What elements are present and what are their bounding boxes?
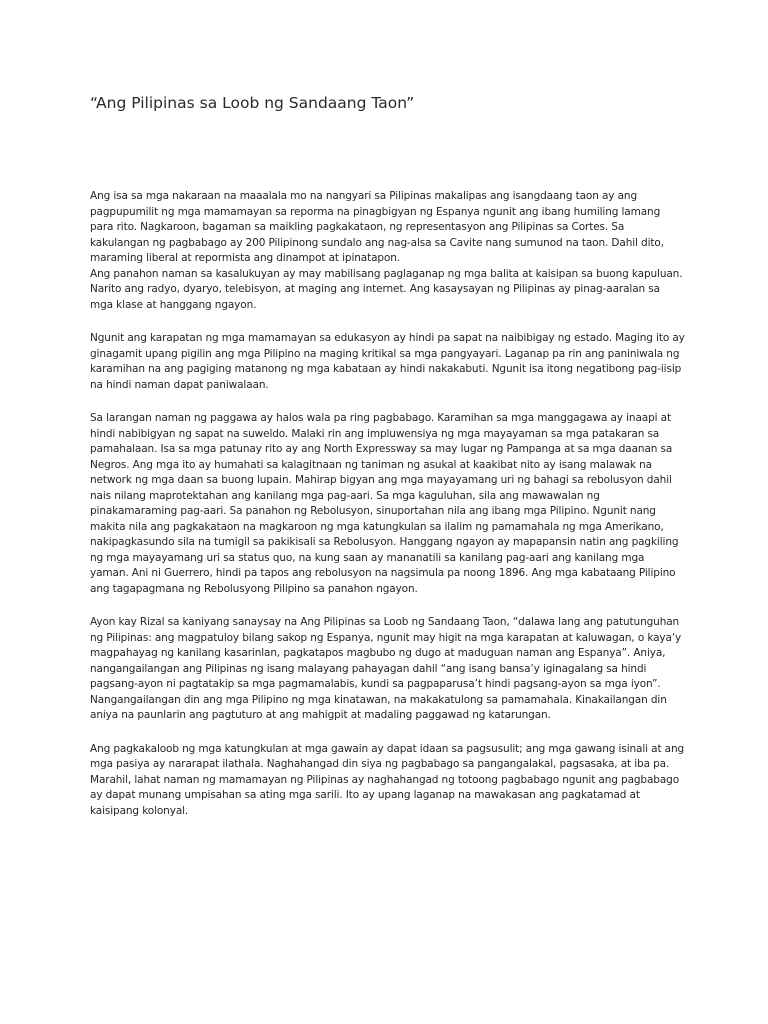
document-title: “Ang Pilipinas sa Loob ng Sandaang Taon” <box>90 94 415 112</box>
paragraph-6: Ang pagkakaloob ng mga katungkulan at mga gawain ay dapat idaan sa pagsusulit; ang mga gawang isinali at ang mga pasiya ay nararapat ilathala. Naghahangad din siya ng pagbabago sa pangangalakal, pagsasaka, at iba pa. Marahil, lahat naman ng mamamayan ng Pilipinas ay naghahangad ng totoong pagbabago ngunit ang pagbabago ay dapat munang umpisahan sa ating mga sarili. Ito ay upang laganap na mawakasan ang pagkatamad at kaisipang kolonyal. <box>90 742 685 817</box>
paragraph-5: Ayon kay Rizal sa kaniyang sanaysay na Ang Pilipinas sa Loob ng Sandaang Taon, “dalawa lang ang patutunguhan ng Pilipinas: ang magpatuloy bilang sakop ng Espanya, ngunit may higit na mga karapatan at kaluwagan, o kaya’y magpahayag ng kanilang kasarinlan, pagkatapos magbubo ng dugo at maduguan naman ang Espanya”. Aniya, nangangailangan ang Pilipinas ng isang malayang pahayagan dahil “ang isang bansa’y iginagalang sa hindi pagsang-ayon ni pagtatakip sa mga pagmamalabis, kundi sa pagpaparusa’t hindi pagsang-ayon sa mga iyon”. Nangangailangan din ang mga Pilipino ng mga kinatawan, na makakatulong sa pamamahala. Kinakailangan din aniya na paunlarin ang pagtuturo at ang mahigpit at madaling paggawad ng katarungan. <box>90 616 682 721</box>
paragraph-4: Sa larangan naman ng paggawa ay halos wala pa ring pagbabago. Karamihan sa mga manggagawa ay inaapi at hindi nabibigyan ng sapat na suweldo. Malaki rin ang impluwensiya ng mga mayayaman sa mga patakaran sa pamahalaan. Isa sa mga patunay rito ay ang North Expressway sa may lugar ng Pampanga at sa mga daanan sa Negros. Ang mga ito ay humahati sa kalagitnaan ng taniman ng asukal at kaakibat nito ay isang malawak na network ng mga daan sa buong lupain. Mahirap bigyan ang mga mayayamang uri ng bahagi sa rebolusyon dahil nais nilang maprotektahan ang kanilang mga pag-aari. Sa mga kaguluhan, sila ang mawawalan ng pinakamaraming pag-aari. Sa panahon ng Rebolusyon, sinuportahan nila ang ibang mga Pilipino. Ngunit nang makita nila ang pagkakataon na magkaroon ng mga katungkulan sa ilalim ng pamamahala ng mga Amerikano, nakipagkasundo sila na tumigil sa pakikisali sa Rebolusyon. Hanggang ngayon ay mapapansin natin ang pagkiling ng mga mayayamang uri sa status quo, na kung saan ay mananatili sa kanilang pag-aari ang kanilang mga yaman. Ani ni Guerrero, hindi pa tapos ang rebolusyon na nagsimula pa noong 1896. Ang mga kabataang Pilipino ang tagapagmana ng Rebolusyong Pilipino sa panahon ngayon. <box>90 412 679 595</box>
paragraph-2: Ang panahon naman sa kasalukuyan ay may mabilisang paglaganap ng mga balita at kaisipan sa buong kapuluan. Narito ang radyo, dyaryo, telebisyon, at maging ang internet. Ang kasaysayan ng Pilipinas ay pinag-aaralan sa mga klase at hanggang ngayon. <box>90 267 683 311</box>
paragraph-3: Ngunit ang karapatan ng mga mamamayan sa edukasyon ay hindi pa sapat na naibibigay ng estado. Maging ito ay ginagamit upang pigilin ang mga Pilipino na maging kritikal sa mga pangyayari. Laganap pa rin ang paniniwala ng karamihan na ang pagiging matanong ng mga kabataan ay hindi nakakabuti. Ngunit isa itong negatibong pag-iisip na hindi naman dapat paniwalaan. <box>90 332 685 391</box>
paragraph-1: Ang isa sa mga nakaraan na maaalala mo na nangyari sa Pilipinas makalipas ang isangdaang taon ay ang pagpupumilit ng mga mamamayan sa reporma na pinagbigyan ng Espanya ngunit ang ibang humiling lamang para rito. Nagkaroon, bagaman sa maikling pagkakataon, ng representasyon ang Pilipinas sa Cortes. Sa kakulangan ng pagbabago ay 200 Pilipinong sundalo ang nag-alsa sa Cavite nang sumunod na taon. Dahil dito, maraming liberal at repormista ang dinampot at ipinatapon. <box>90 190 664 264</box>
document-body <box>90 189 686 837</box>
